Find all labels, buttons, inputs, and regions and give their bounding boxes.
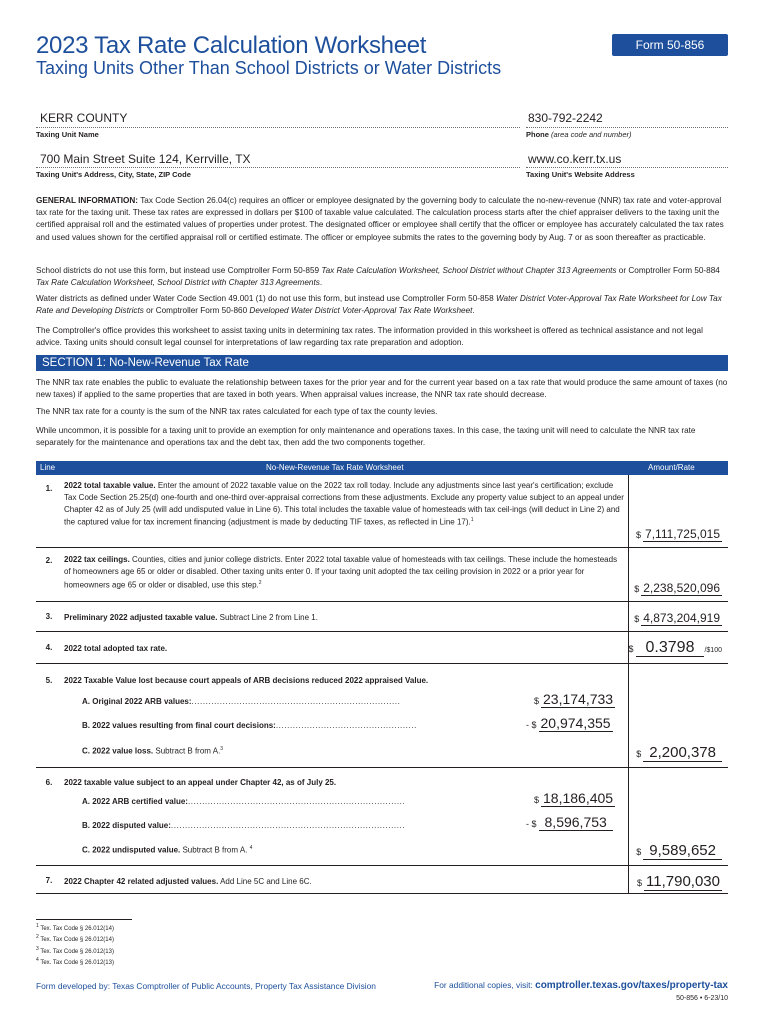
- general-information-heading: GENERAL INFORMATION:: [36, 196, 139, 205]
- line-5a-label: A. Original 2022 ARB values:..........................................................................: [82, 697, 401, 706]
- amount-cell: $ 2,200,378: [628, 664, 728, 767]
- line-number: 1.: [45, 484, 53, 493]
- website-line: [526, 167, 728, 168]
- line-number: 6.: [45, 778, 53, 787]
- line-6a-amount[interactable]: 18,186,405: [543, 790, 614, 806]
- table-row: 6. 2022 taxable value subject to an appeal under Chapter 42, as of July 25. A. 2022 ARB certified value:............................................................................. $ 18,186,405 B. 2022 disputed value:................................................................................... - $ 8,596,753 C. 2022 undisputed value. Subtract B from A. $^4$ $ 9,589,652: [36, 768, 728, 866]
- line-description: 2022 total taxable value. Enter the amount of 2022 taxable value on the 2022 tax roll today. Include any adjustments since last year's certification; exclude Tax Code Section 25.25(d) one-fourth and one-third over-appraisal corrections from these adjustments. Exclude any property value subject to an appeal under Chapter 42 as of July 25 (will add undisputed value in Line 6). This total includes the taxable value of homesteads with tax ceil-ings (will deduct in Line 2) and the captured value for tax increment financing (adjustment is made by deducting TIF taxes, as reflected in Line 17).$^1$: [64, 481, 624, 528]
- footer-credit: Form developed by: Texas Comptroller of Public Accounts, Property Tax Assistance Division: [36, 981, 376, 991]
- form-subtitle: Taxing Units Other Than School Districts or Water Districts: [36, 58, 502, 78]
- form-code: 50-856 • 6-23/10: [676, 995, 728, 1002]
- amount-cell: $ 2,238,520,096: [628, 548, 728, 601]
- comptroller-link[interactable]: comptroller.texas.gov/taxes/property-tax: [535, 980, 728, 991]
- amount-cell: $ 11,790,030: [628, 866, 728, 893]
- footer-copies: For additional copies, visit: comptroller.texas.gov/taxes/property-tax: [434, 980, 728, 991]
- footnote-2: $^2$ Tex. Tax Code § 26.012(14): [36, 934, 114, 944]
- line-column-header: Line: [40, 463, 56, 472]
- amount-cell: $ 4,873,204,919: [628, 602, 728, 631]
- general-information-paragraph: GENERAL INFORMATION: Tax Code Section 26.04(c) requires an officer or employee designated by the governing body to calculate the no-new-revenue (NNR) tax rate and voter-approval tax rate for the taxing unit. These tax rates are expressed in dollars per $100 of taxable value calculated. The calculation process starts after the chief appraiser delivers to the taxing unit the certified appraisal roll and the estimated values of properties under protest. The designated officer or employee shall certify that the officer or employee has accurately calculated the tax rates and used values shown for the certified appraisal roll or certified estimate. The officer or employee submits the rates to the governing body by Aug. 7 or as soon thereafter as practicable.: [36, 196, 724, 242]
- line-6c-label: C. 2022 undisputed value. Subtract B from A. $^4$: [82, 845, 253, 855]
- footnote-4: $^4$ Tex. Tax Code § 26.012(13): [36, 957, 114, 967]
- table-row: [36, 632, 728, 664]
- amount-column-header: Amount/Rate: [648, 463, 695, 472]
- line-description: 2022 Chapter 42 related adjusted values. Add Line 5C and Line 6C.: [64, 877, 312, 886]
- amount-cell: $ 9,589,652: [628, 768, 728, 865]
- line-number: 7.: [45, 876, 53, 885]
- section-1-paragraph-3: While uncommon, it is possible for a taxing unit to provide an exemption for only maintenance and operations taxes. In this case, the taxing unit will need to calculate the NNR tax rate separately for the maintenance and operations tax and the debt tax, then add the two components together.: [36, 426, 696, 448]
- website-label: Taxing Unit's Website Address: [526, 170, 635, 179]
- amount-cell: $ 0.3798 /$100: [628, 632, 728, 663]
- website-value[interactable]: www.co.kerr.tx.us: [528, 152, 622, 166]
- table-row: [36, 602, 728, 632]
- taxing-unit-address-line: [36, 167, 520, 168]
- footnote-1: $^1$ Tex. Tax Code § 26.012(14): [36, 923, 114, 932]
- water-districts-paragraph: Water districts as defined under Water Code Section 49.001 (1) do not use this form, but instead use Comptroller Form 50-858 Water District Voter-Approval Tax Rate Worksheet for Low Tax Rate and Developing Districts or Comptroller Form 50-860 Developed Water District Voter-Approval Tax Rate Worksheet.: [36, 294, 722, 316]
- taxing-unit-address-label: Taxing Unit's Address, City, State, ZIP Code: [36, 170, 191, 179]
- table-row: [36, 475, 728, 548]
- form-title: 2023 Tax Rate Calculation Worksheet: [36, 32, 427, 59]
- line-number: 5.: [45, 676, 53, 685]
- taxing-unit-address-value[interactable]: 700 Main Street Suite 124, Kerrville, TX: [40, 152, 251, 166]
- line-6a-label: A. 2022 ARB certified value:.............................................................................: [82, 797, 406, 806]
- line-number: 4.: [45, 643, 53, 652]
- line-2-amount[interactable]: 2,238,520,096: [643, 581, 720, 595]
- amount-cell: $ 7,111,725,015: [628, 475, 728, 547]
- form-number-badge: Form 50-856: [612, 34, 728, 56]
- line-description: 2022 tax ceilings. Counties, cities and junior college districts. Enter 2022 total taxable value of homesteads with tax ceilings. These include the homesteads of homeowners age 65 or older or disabled. Other taxing units enter 0. If your taxing unit adopted the tax ceiling provision in 2022 or a prior year for homeowners age 65 or older or disabled, use this step.$^2$: [64, 555, 618, 590]
- line-7-amount[interactable]: 11,790,030: [646, 873, 720, 890]
- line-description: 2022 total adopted tax rate.: [64, 644, 168, 653]
- line-5b-label: B. 2022 values resulting from final court decisions:..................................................: [82, 721, 417, 730]
- line-5c-label: C. 2022 value loss. Subtract B from A.$^3$: [82, 746, 224, 756]
- line-6b-label: B. 2022 disputed value:...................................................................................: [82, 821, 406, 830]
- footnote-divider: [36, 919, 132, 920]
- line-number: 2.: [45, 556, 53, 565]
- line-5b-amount[interactable]: 20,974,355: [540, 715, 611, 731]
- line-6b-amount[interactable]: 8,596,753: [539, 814, 613, 831]
- section-1-paragraph-1: The NNR tax rate enables the public to evaluate the relationship between taxes for the prior year and for the current year based on a tax rate that would produce the same amount of taxes (no new taxes) if applied to the same properties that are taxed in both years. When appraisal values increase, the NNR tax rate should decrease.: [36, 378, 728, 400]
- line-description: Preliminary 2022 adjusted taxable value. Subtract Line 2 from Line 1.: [64, 613, 318, 622]
- line-description: 2022 Taxable Value lost because court appeals of ARB decisions reduced 2022 appraised Value.: [64, 676, 429, 685]
- table-row: 5. 2022 Taxable Value lost because court appeals of ARB decisions reduced 2022 appraised Value. A. Original 2022 ARB values:.......................................................................... $ 23,174,733 B. 2022 values resulting from final court decisions:.................................................. - $ 20,974,355 C. 2022 value loss. Subtract B from A.$^3$ $ 2,200,378: [36, 664, 728, 768]
- table-row: [36, 866, 728, 894]
- taxing-unit-name-label: Taxing Unit Name: [36, 130, 99, 139]
- phone-label: Phone (area code and number): [526, 130, 632, 139]
- comptroller-disclaimer-paragraph: The Comptroller's office provides this worksheet to assist taxing units in determining tax rates. The information provided in this worksheet is offered as technical assistance and not legal advice. Taxing units should consult legal counsel for interpretations of law regarding tax rate preparation and adoption.: [36, 326, 703, 348]
- worksheet-column-header: No-New-Revenue Tax Rate Worksheet: [266, 463, 404, 472]
- phone-line: [526, 127, 728, 128]
- footnote-3: $^3$ Tex. Tax Code § 26.012(13): [36, 945, 114, 955]
- line-5a-amount[interactable]: 23,174,733: [543, 691, 614, 707]
- line-5c-amount[interactable]: 2,200,378: [643, 744, 722, 762]
- line-3-amount[interactable]: 4,873,204,919: [643, 611, 720, 625]
- line-4-rate[interactable]: 0.3798: [636, 639, 705, 657]
- line-1-amount[interactable]: 7,111,725,015: [645, 527, 720, 541]
- worksheet-table-header: [36, 461, 728, 475]
- taxing-unit-name-value[interactable]: KERR COUNTY: [40, 111, 128, 125]
- line-number: 3.: [45, 612, 53, 621]
- footnotes: [36, 922, 114, 968]
- school-districts-paragraph: School districts do not use this form, but instead use Comptroller Form 50-859 Tax Rate Calculation Worksheet, School District without Chapter 313 Agreements or Comptroller Form 50-884 Tax Rate Calculation Worksheet, School District with Chapter 313 Agreements.: [36, 266, 720, 288]
- phone-value[interactable]: 830-792-2242: [528, 111, 603, 125]
- table-row: [36, 548, 728, 602]
- section-1-header: SECTION 1: No-New-Revenue Tax Rate: [36, 355, 728, 371]
- line-description: 2022 taxable value subject to an appeal under Chapter 42, as of July 25.: [64, 778, 337, 787]
- line-6c-amount[interactable]: 9,589,652: [643, 842, 722, 860]
- section-1-paragraph-2: The NNR tax rate for a county is the sum of the NNR tax rates calculated for each type of tax the county levies.: [36, 407, 438, 416]
- taxing-unit-name-line: [36, 127, 520, 128]
